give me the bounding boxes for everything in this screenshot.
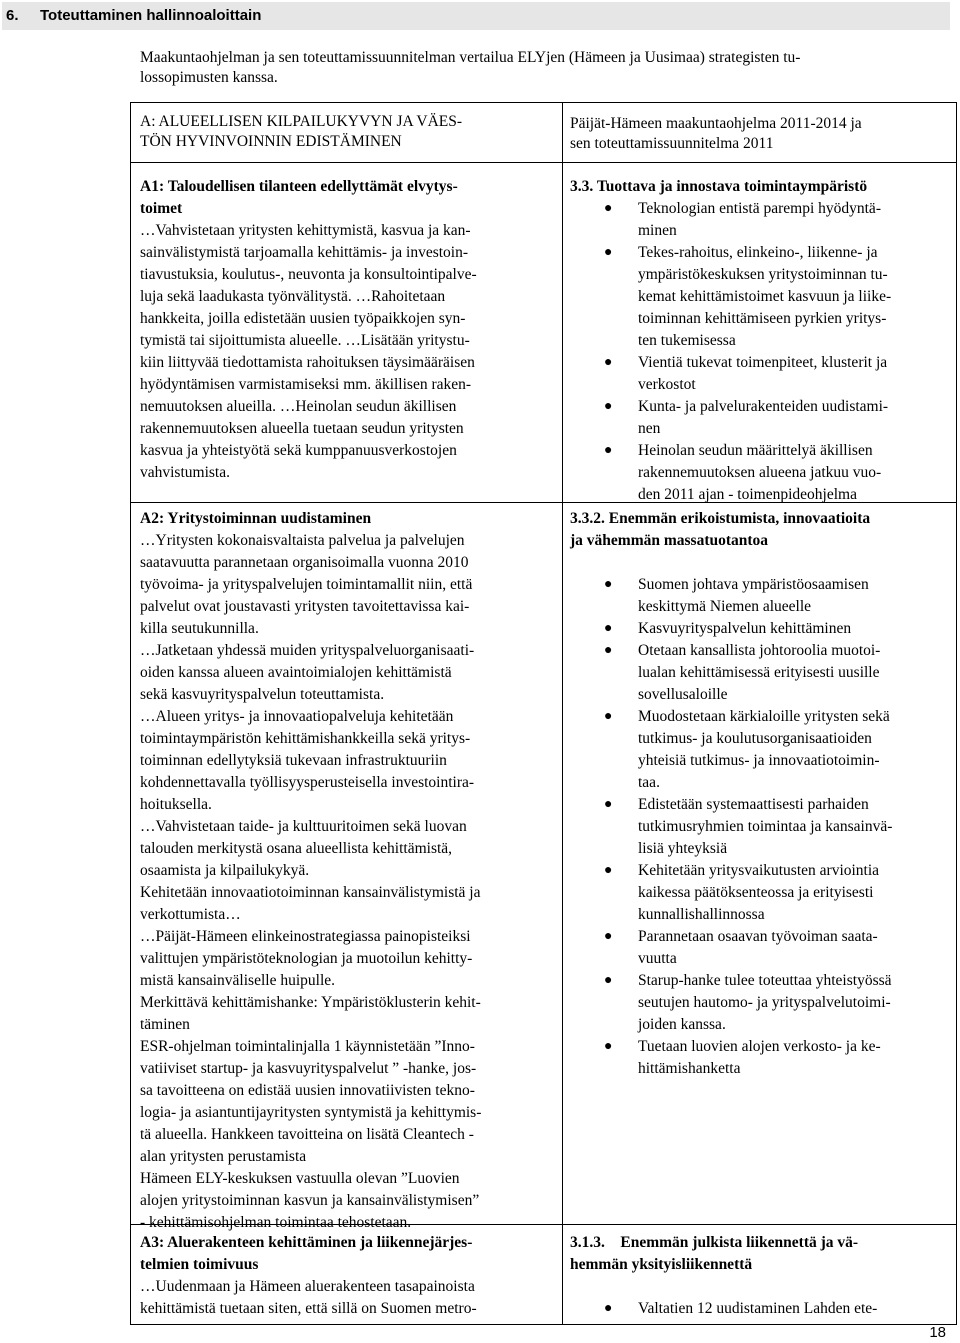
list-item	[570, 860, 954, 926]
a3-line: kehittämistä tuetaan siten, että sillä on Suomen metro-	[140, 1300, 477, 1317]
bullet-line: Otetaan kansallista johtoroolia muotoi-	[638, 642, 881, 659]
bullet-line: verkostot	[638, 376, 696, 393]
bullet-line: Kehitetään yritysvaikutusten arviointia	[638, 862, 880, 879]
list-item	[570, 970, 954, 1036]
section-title: Toteuttaminen hallinnoaloittain	[40, 7, 262, 24]
bullet-line: Parannetaan osaavan työvoiman saata-	[638, 928, 878, 945]
bullet-icon: ●	[604, 577, 613, 592]
a1-line: kasvua ja yhteistyötä sekä kumppanuusverkostojen	[140, 442, 457, 459]
intro-line: lossopimusten kanssa.	[140, 69, 278, 86]
intro-line: Maakuntaohjelman ja sen toteuttamissuunnitelman vertailua ELYjen (Hämeen ja Uusimaa) strategisten tu-	[140, 49, 801, 66]
bullet-icon: ●	[604, 621, 613, 636]
bullet-line: lisiä yhteyksiä	[638, 840, 728, 857]
a2-line: sekä kasvuyrityspalvelun toteuttamista.	[140, 686, 385, 703]
a2-line: …Alueen yritys- ja innovaatiopalveluja kehitetään	[140, 708, 454, 725]
a2-line: …Vahvistetaan taide- ja kulttuuritoimen sekä luovan	[140, 818, 467, 835]
bullet-line: Vientiä tukevat toimenpiteet, klusterit ja	[638, 354, 888, 371]
a1-cell	[140, 176, 552, 484]
bullet-line: tutkimus- ja koulutusorganisaatioiden	[638, 730, 872, 747]
bullet-icon: ●	[604, 1039, 613, 1054]
a1-line: sainvälistymistä tarjoamalla kehittämis- ja investoin-	[140, 244, 469, 261]
a1-line: rakennemuutoksen alueella tuetaan seudun yritysten	[140, 420, 464, 437]
bullet-icon: ●	[604, 643, 613, 658]
bullet-line: kaikessa päätöksenteossa ja erityisesti	[638, 884, 874, 901]
a3-title: telmien toimivuus	[140, 1256, 259, 1273]
a2-line: - kehittämisohjelman toimintaa tehostetaan.	[140, 1214, 412, 1231]
bullet-line: minen	[638, 222, 677, 239]
bullet-line: keskittymä Niemen alueelle	[638, 598, 812, 615]
bullet-line: toiminnan kehittämiseen pyrkien yritys-	[638, 310, 887, 327]
a2-line: toiminnan edellytyksiä tukevaan infrastruktuuriin	[140, 752, 447, 769]
a2-line: mistä kansainväliselle huipulle.	[140, 972, 335, 989]
bullet-icon: ●	[604, 863, 613, 878]
a2-line: ESR-ohjelman toimintalinjalla 1 käynnistetään ”Inno-	[140, 1038, 475, 1055]
a2-line: …Yritysten kokonaisvaltaista palvelua ja palvelujen	[140, 532, 465, 549]
bullet-line: lualan kehittämisessä erityisesti uusille	[638, 664, 880, 681]
bullet-icon: ●	[604, 245, 613, 260]
a2-line: Merkittävä kehittämishanke: Ympäristöklusterin kehit-	[140, 994, 481, 1011]
a2-line: …Jatketaan yhdessä muiden yrityspalveluorganisaati-	[140, 642, 475, 659]
a2-line: …Päijät-Hämeen elinkeinostrategiassa painopisteiksi	[140, 928, 471, 945]
a1-line: kiin liittyvää tiedottamista rahoituksen täysimääräisen	[140, 354, 475, 371]
right-column-header	[570, 114, 954, 154]
a1-line: vahvistumista.	[140, 464, 230, 481]
a1-line: hankkeita, joilla edistetään uusien työpaikkojen syn-	[140, 310, 466, 327]
a2-line: alojen yritystoiminnan kasvun ja kansainvälistymisen”	[140, 1192, 480, 1209]
column-divider	[562, 102, 563, 1325]
r2-title: 3.3.2. Enemmän erikoistumista, innovaatioita	[570, 510, 871, 527]
list-item	[570, 574, 954, 618]
a2-line: valittujen ympäristöteknologian ja muotoilun kehitty-	[140, 950, 473, 967]
list-item	[570, 706, 954, 794]
a2-line: logia- ja asiantuntijayritysten syntymistä ja kehittymis-	[140, 1104, 482, 1121]
bullet-icon: ●	[604, 973, 613, 988]
a2-line: täminen	[140, 1016, 190, 1033]
bullet-line: ten tukemisessa	[638, 332, 736, 349]
bullet-line: Edistetään systemaattisesti parhaiden	[638, 796, 869, 813]
bullet-line: vuutta	[638, 950, 677, 967]
bullet-line: nen	[638, 420, 661, 437]
list-item	[570, 926, 954, 970]
list-item	[570, 352, 954, 396]
section-number: 6.	[6, 7, 19, 24]
bullet-icon: ●	[604, 797, 613, 812]
bullet-icon: ●	[604, 355, 613, 370]
a2-line: hoituksella.	[140, 796, 212, 813]
a2-line: sa tavoitteena on edistää uusien innovatiivisten tekno-	[140, 1082, 475, 1099]
a2-line: saatavuutta parannetaan organisoimalla vuonna 2010	[140, 554, 469, 571]
list-item	[570, 440, 954, 506]
bullet-line: Kunta- ja palvelurakenteiden uudistami-	[638, 398, 889, 415]
a2-title: A2: Yritystoiminnan uudistaminen	[140, 510, 372, 527]
a2-line: oiden kanssa alueen avaintoimialojen kehittämistä	[140, 664, 452, 681]
a2-line: vatiiviset startup- ja kasvuyrityspalvelut ” -hanke, jos-	[140, 1060, 477, 1077]
a1-line: nemuutoksen alueilla. …Heinolan seudun äkillisen	[140, 398, 457, 415]
comparison-table	[130, 102, 957, 1325]
bullet-line: den 2011 ajan - toimenpideohjelma	[638, 486, 857, 503]
a3-cell	[140, 1232, 552, 1320]
r3-cell	[570, 1232, 954, 1320]
bullet-line: Tekes-rahoitus, elinkeino-, liikenne- ja	[638, 244, 878, 261]
bullet-line: kemat kehittämistoimet kasvuun ja liike-	[638, 288, 892, 305]
a1-line: luja sekä laadukasta työnvälitystä. …Rahoitetaan	[140, 288, 446, 305]
left-column-header	[140, 112, 552, 152]
list-item	[570, 1298, 954, 1320]
page-number: 18	[929, 1324, 946, 1341]
list-item	[570, 1036, 954, 1080]
bullet-icon: ●	[604, 399, 613, 414]
r1-title: 3.3. Tuottava ja innostava toimintaympäristö	[570, 178, 868, 195]
a2-line: palvelut ovat joustavasti yritysten tavoitettavissa kai-	[140, 598, 470, 615]
bullet-line: Starup-hanke tulee toteuttaa yhteistyössä	[638, 972, 892, 989]
list-item	[570, 640, 954, 706]
bullet-line: ympäristökeskuksen yritystoiminnan tu-	[638, 266, 888, 283]
a2-line: talouden merkitystä osana alueellista kehittämistä,	[140, 840, 453, 857]
bullet-icon: ●	[604, 929, 613, 944]
r3-title: hemmän yksityisliikennettä	[570, 1256, 753, 1273]
bullet-line: Muodostetaan kärkialoille yritysten sekä	[638, 708, 890, 725]
bullet-line: joiden kanssa.	[638, 1016, 726, 1033]
a1-title: toimet	[140, 200, 183, 217]
bullet-line: seutujen hautomo- ja yrityspalvelutoimi-	[638, 994, 891, 1011]
a1-line: …Vahvistetaan yritysten kehittymistä, kasvua ja kan-	[140, 222, 471, 239]
bullet-line: sovellusaloille	[638, 686, 728, 703]
header-line: sen toteuttamissuunnitelma 2011	[570, 135, 774, 152]
intro-paragraph	[140, 48, 940, 88]
header-line: TÖN HYVINVOINNIN EDISTÄMINEN	[140, 133, 402, 150]
a2-line: killa seutukunnilla.	[140, 620, 259, 637]
a2-line: Kehitetään innovaatiotoiminnan kansainvälistymistä ja	[140, 884, 481, 901]
bullet-icon: ●	[604, 443, 613, 458]
row-divider	[130, 162, 957, 163]
list-item	[570, 396, 954, 440]
list-item	[570, 198, 954, 242]
r3-title: 3.1.3. Enemmän julkista liikennettä ja vä-	[570, 1234, 859, 1251]
a1-title: A1: Taloudellisen tilanteen edellyttämät elvytys-	[140, 178, 458, 195]
a3-line: …Uudenmaan ja Hämeen aluerakenteen tasapainoista	[140, 1278, 475, 1295]
a1-line: tymistä tai sijoittumista alueelle. …Lisätään yritystu-	[140, 332, 470, 349]
bullet-line: rakennemuutoksen alueena jatkuu vuo-	[638, 464, 882, 481]
bullet-line: kunnallishallinnossa	[638, 906, 765, 923]
list-item	[570, 242, 954, 352]
bullet-line: Tuetaan luovien alojen verkosto- ja ke-	[638, 1038, 881, 1055]
a1-line: hyödyntämisen varmistamiseksi mm. äkillisen raken-	[140, 376, 472, 393]
bullet-icon: ●	[604, 709, 613, 724]
bullet-line: taa.	[638, 774, 660, 791]
a2-line: osaamista ja kilpailukykyä.	[140, 862, 310, 879]
header-line: A: ALUEELLISEN KILPAILUKYVYN JA VÄES-	[140, 113, 463, 130]
bullet-line: Suomen johtava ympäristöosaamisen	[638, 576, 869, 593]
a2-cell	[140, 508, 552, 1234]
list-item	[570, 794, 954, 860]
a2-line: kohdennettavalla työllisyysperusteisella investointira-	[140, 774, 475, 791]
bullet-line: Valtatien 12 uudistaminen Lahden ete-	[638, 1300, 878, 1317]
bullet-line: Kasvuyrityspalvelun kehittäminen	[638, 620, 852, 637]
a2-line: työvoima- ja yrityspalvelujen toimintamallit niin, että	[140, 576, 473, 593]
header-line: Päijät-Hämeen maakuntaohjelma 2011-2014 ja	[570, 115, 862, 132]
r1-cell	[570, 176, 954, 506]
bullet-line: yhteisiä tutkimus- ja innovaatiotoimin-	[638, 752, 880, 769]
list-item	[570, 618, 954, 640]
a2-line: tä alueella. Hankkeen tavoitteina on lisätä Cleantech -	[140, 1126, 474, 1143]
bullet-line: Teknologian entistä parempi hyödyntä-	[638, 200, 881, 217]
a2-line: Hämeen ELY-keskuksen vastuulla olevan ”Luovien	[140, 1170, 460, 1187]
bullet-line: Heinolan seudun määrittelyä äkillisen	[638, 442, 873, 459]
a2-line: verkottumista…	[140, 906, 241, 923]
r2-title: ja vähemmän massatuotantoa	[570, 532, 769, 549]
section-heading	[2, 2, 950, 30]
a1-line: tiavustuksia, koulutus-, neuvonta ja konsultointipalve-	[140, 266, 477, 283]
bullet-line: hittämishanketta	[638, 1060, 741, 1077]
bullet-icon: ●	[604, 1301, 613, 1316]
bullet-line: tutkimusryhmien toimintaa ja kansainvä-	[638, 818, 893, 835]
a2-line: alan yritysten perustamista	[140, 1148, 307, 1165]
a2-line: toimintaympäristön kehittämishankkeilla sekä yritys-	[140, 730, 471, 747]
a3-title: A3: Aluerakenteen kehittäminen ja liikennejärjes-	[140, 1234, 473, 1251]
bullet-icon: ●	[604, 201, 613, 216]
r2-cell	[570, 508, 954, 1080]
